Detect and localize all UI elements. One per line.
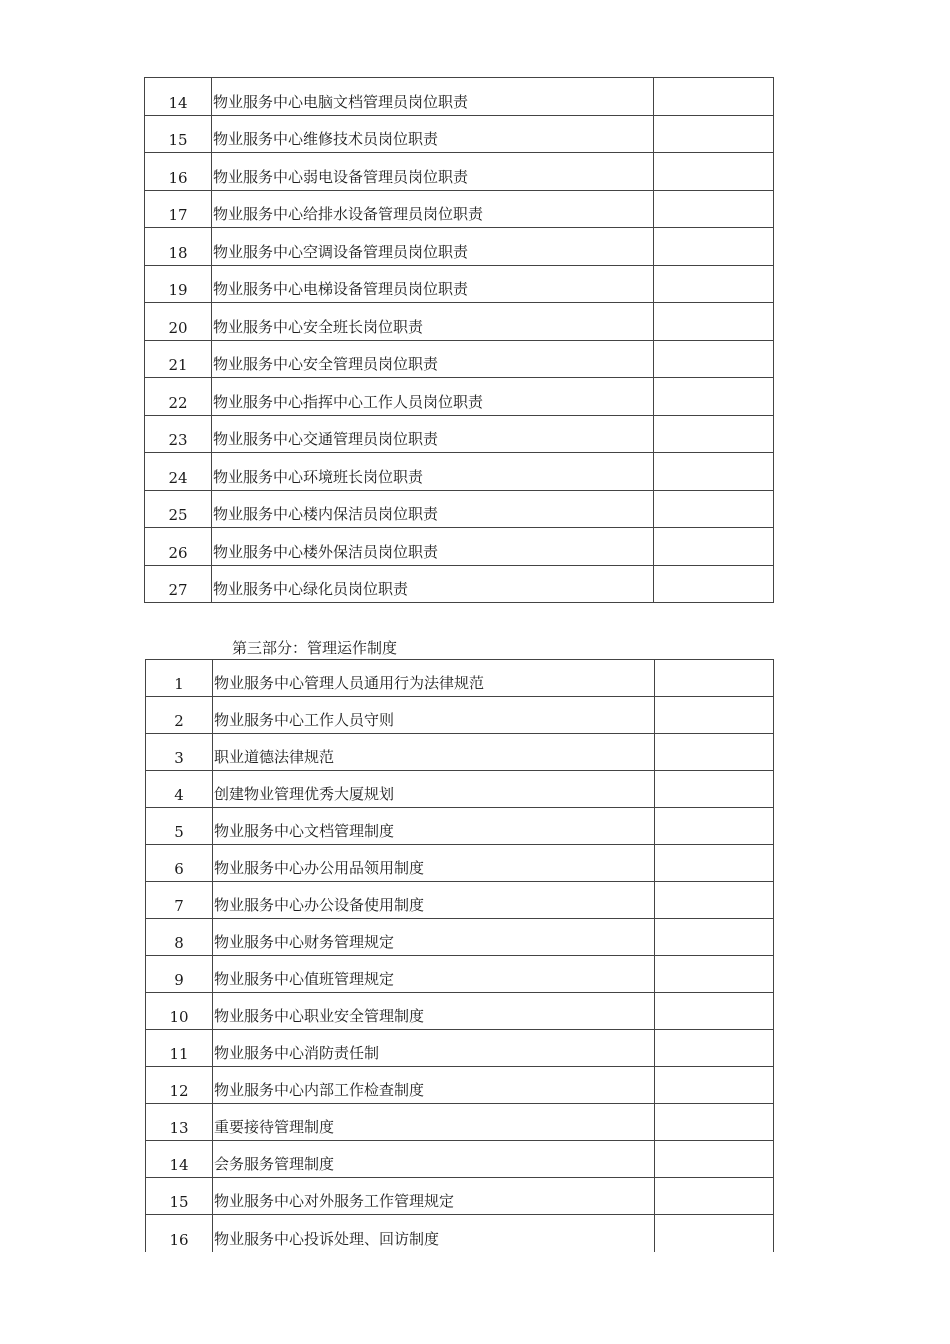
row-remark-cell	[655, 808, 774, 845]
row-number: 15	[146, 1178, 213, 1215]
row-number: 2	[146, 697, 213, 734]
row-number: 27	[145, 565, 212, 603]
row-number: 18	[145, 228, 212, 266]
row-number: 20	[145, 303, 212, 341]
table-row	[145, 303, 774, 341]
table-row	[145, 565, 774, 603]
row-title: 物业服务中心楼外保洁员岗位职责	[212, 528, 654, 566]
table-row	[146, 660, 774, 697]
table-row	[145, 528, 774, 566]
table-row	[145, 415, 774, 453]
row-number: 25	[145, 490, 212, 528]
row-number: 21	[145, 340, 212, 378]
row-title: 物业服务中心给排水设备管理员岗位职责	[212, 190, 654, 228]
row-number: 23	[145, 415, 212, 453]
row-remark-cell	[655, 660, 774, 697]
row-remark-cell	[655, 845, 774, 882]
table-row	[145, 490, 774, 528]
table-row	[145, 265, 774, 303]
row-title: 物业服务中心办公用品领用制度	[213, 845, 655, 882]
table-row	[146, 1104, 774, 1141]
table-row	[145, 153, 774, 191]
management-rules-table	[145, 659, 774, 1252]
row-title: 物业服务中心交通管理员岗位职责	[212, 415, 654, 453]
row-number: 24	[145, 453, 212, 491]
row-title: 职业道德法律规范	[213, 734, 655, 771]
row-title: 物业服务中心工作人员守则	[213, 697, 655, 734]
row-remark-cell	[655, 956, 774, 993]
row-title: 物业服务中心安全班长岗位职责	[212, 303, 654, 341]
row-number: 17	[145, 190, 212, 228]
job-duties-table	[144, 77, 774, 603]
row-title: 物业服务中心安全管理员岗位职责	[212, 340, 654, 378]
table-row	[146, 771, 774, 808]
row-title: 物业服务中心消防责任制	[213, 1030, 655, 1067]
table-row	[145, 115, 774, 153]
row-title: 物业服务中心财务管理规定	[213, 919, 655, 956]
table-row	[145, 78, 774, 116]
table-row	[145, 453, 774, 491]
table-row	[146, 1067, 774, 1104]
row-number: 13	[146, 1104, 213, 1141]
row-title: 物业服务中心文档管理制度	[213, 808, 655, 845]
row-remark-cell	[655, 771, 774, 808]
table-row	[145, 190, 774, 228]
row-number: 19	[145, 265, 212, 303]
table-row	[146, 845, 774, 882]
row-remark-cell	[655, 882, 774, 919]
table-row	[145, 340, 774, 378]
row-remark-cell	[655, 1067, 774, 1104]
row-title: 物业服务中心职业安全管理制度	[213, 993, 655, 1030]
row-number: 12	[146, 1067, 213, 1104]
row-title: 物业服务中心电脑文档管理员岗位职责	[212, 78, 654, 116]
row-title: 物业服务中心空调设备管理员岗位职责	[212, 228, 654, 266]
section-heading: 第三部分：管理运作制度	[232, 639, 398, 657]
table-row	[146, 882, 774, 919]
table-row	[146, 1141, 774, 1178]
row-number: 5	[146, 808, 213, 845]
row-remark-cell	[654, 415, 774, 453]
row-remark-cell	[654, 265, 774, 303]
row-remark-cell	[654, 340, 774, 378]
row-remark-cell	[654, 565, 774, 603]
row-number: 7	[146, 882, 213, 919]
row-remark-cell	[654, 490, 774, 528]
row-number: 8	[146, 919, 213, 956]
table-row	[146, 697, 774, 734]
row-number: 26	[145, 528, 212, 566]
table-row	[146, 1030, 774, 1067]
row-number: 10	[146, 993, 213, 1030]
row-number: 6	[146, 845, 213, 882]
table-row	[146, 956, 774, 993]
row-remark-cell	[655, 697, 774, 734]
row-title: 物业服务中心办公设备使用制度	[213, 882, 655, 919]
row-remark-cell	[655, 1030, 774, 1067]
row-number: 14	[145, 78, 212, 116]
row-remark-cell	[655, 1215, 774, 1252]
row-remark-cell	[654, 153, 774, 191]
row-remark-cell	[655, 1141, 774, 1178]
table-row	[146, 1178, 774, 1215]
row-remark-cell	[654, 78, 774, 116]
row-title: 物业服务中心绿化员岗位职责	[212, 565, 654, 603]
row-number: 16	[145, 153, 212, 191]
row-remark-cell	[654, 453, 774, 491]
row-title: 物业服务中心内部工作检查制度	[213, 1067, 655, 1104]
row-number: 9	[146, 956, 213, 993]
table-row	[146, 919, 774, 956]
row-number: 3	[146, 734, 213, 771]
row-title: 会务服务管理制度	[213, 1141, 655, 1178]
row-remark-cell	[655, 1178, 774, 1215]
row-number: 16	[146, 1215, 213, 1252]
row-title: 物业服务中心值班管理规定	[213, 956, 655, 993]
row-title: 物业服务中心对外服务工作管理规定	[213, 1178, 655, 1215]
row-number: 11	[146, 1030, 213, 1067]
row-remark-cell	[655, 1104, 774, 1141]
row-remark-cell	[654, 190, 774, 228]
row-remark-cell	[654, 528, 774, 566]
row-title: 物业服务中心管理人员通用行为法律规范	[213, 660, 655, 697]
table-row	[146, 734, 774, 771]
row-title: 物业服务中心楼内保洁员岗位职责	[212, 490, 654, 528]
row-title: 物业服务中心指挥中心工作人员岗位职责	[212, 378, 654, 416]
table-row	[145, 228, 774, 266]
row-title: 物业服务中心环境班长岗位职责	[212, 453, 654, 491]
row-remark-cell	[654, 115, 774, 153]
row-remark-cell	[654, 228, 774, 266]
row-title: 重要接待管理制度	[213, 1104, 655, 1141]
row-title: 物业服务中心维修技术员岗位职责	[212, 115, 654, 153]
row-number: 22	[145, 378, 212, 416]
row-number: 1	[146, 660, 213, 697]
row-number: 14	[146, 1141, 213, 1178]
row-remark-cell	[654, 378, 774, 416]
table-row	[146, 808, 774, 845]
row-number: 4	[146, 771, 213, 808]
row-remark-cell	[654, 303, 774, 341]
row-number: 15	[145, 115, 212, 153]
row-title: 物业服务中心投诉处理、回访制度	[213, 1215, 655, 1252]
table-row	[146, 993, 774, 1030]
row-title: 创建物业管理优秀大厦规划	[213, 771, 655, 808]
row-remark-cell	[655, 993, 774, 1030]
table-row	[146, 1215, 774, 1252]
table-row	[145, 378, 774, 416]
row-title: 物业服务中心弱电设备管理员岗位职责	[212, 153, 654, 191]
row-remark-cell	[655, 734, 774, 771]
row-remark-cell	[655, 919, 774, 956]
row-title: 物业服务中心电梯设备管理员岗位职责	[212, 265, 654, 303]
